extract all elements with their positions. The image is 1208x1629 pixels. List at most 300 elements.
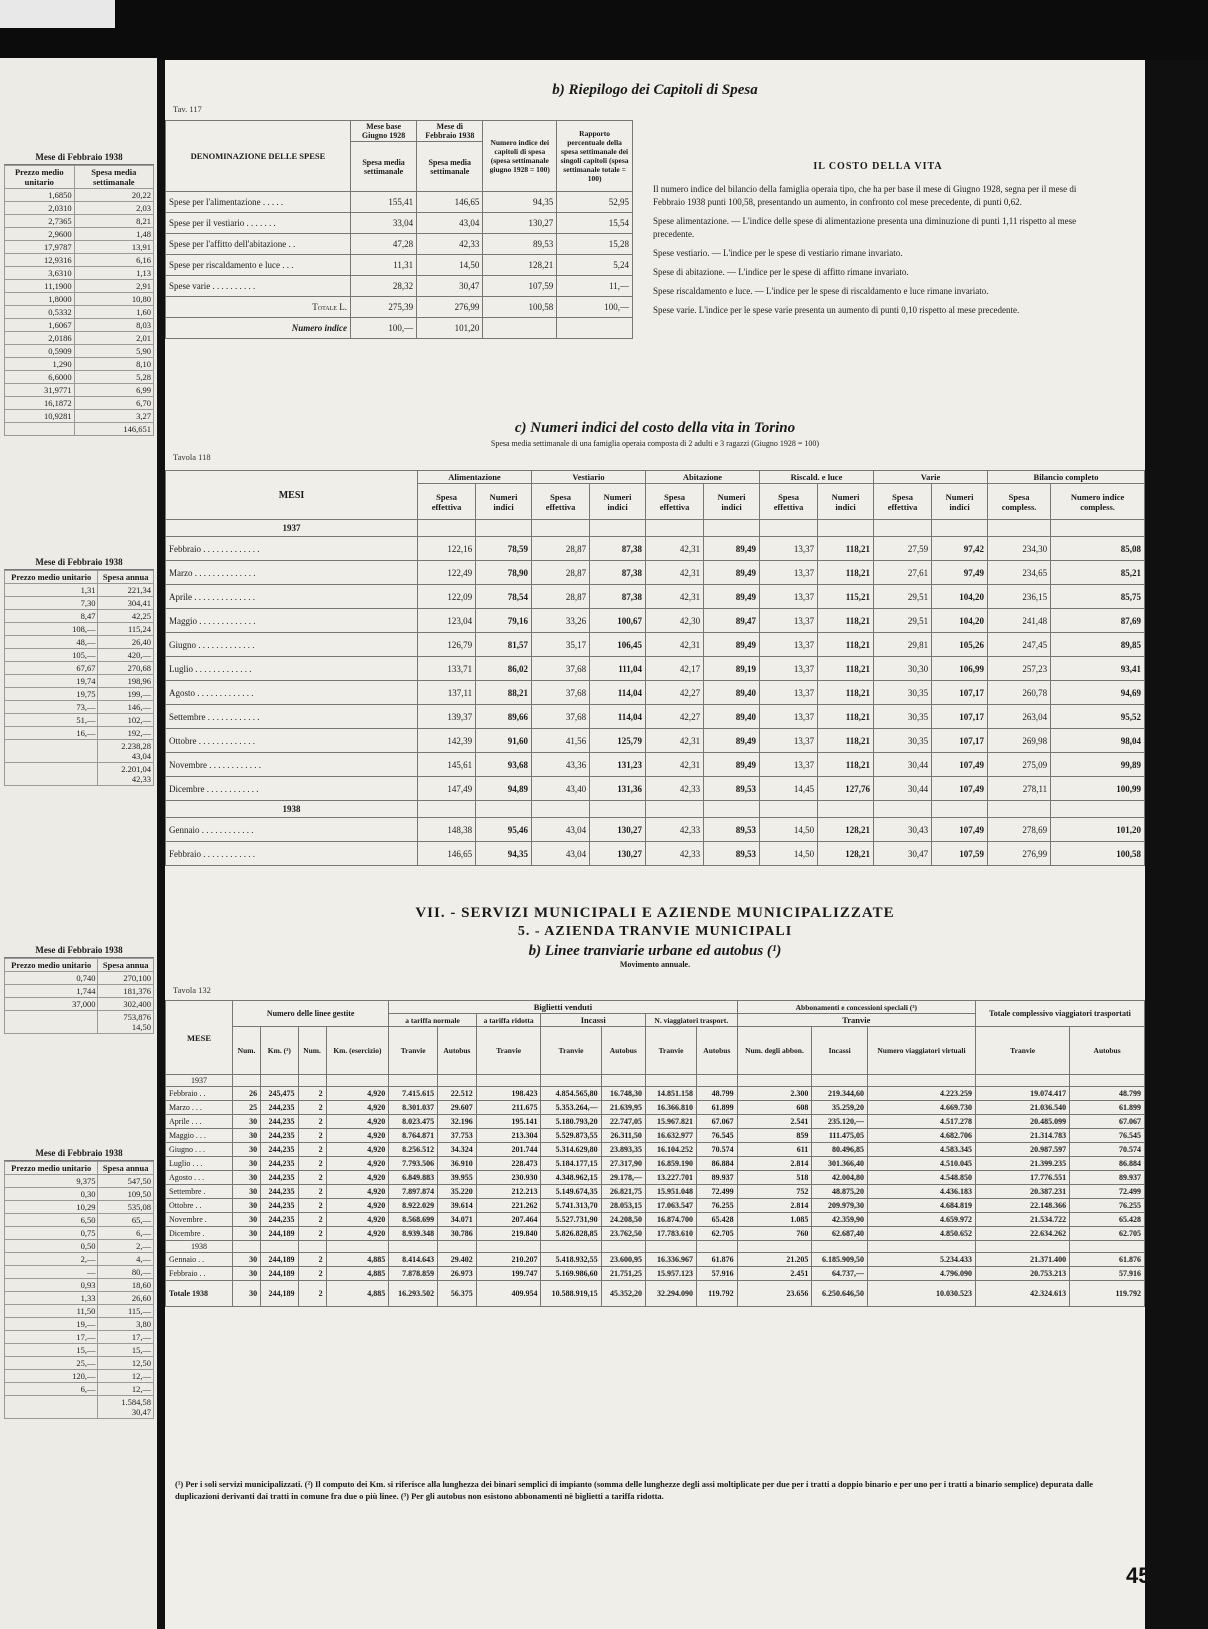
row-value: 25	[233, 1101, 261, 1115]
fragment-cell: 0,75	[5, 1227, 98, 1240]
row-value: 30	[233, 1213, 261, 1227]
row-value: 42,17	[646, 657, 704, 681]
row-value: 41,56	[532, 729, 590, 753]
sub-spesa-compl: Spesa compless.	[988, 484, 1051, 520]
row-value: 130,27	[590, 842, 646, 866]
fragment-cell: 0,30	[5, 1188, 98, 1201]
fragment-cell	[5, 1396, 98, 1419]
row-value: 20.485.099	[976, 1115, 1070, 1129]
row-value: 23.762,50	[601, 1227, 645, 1241]
sub-indici: Numeri indici	[818, 484, 874, 520]
row-value: 88,21	[476, 681, 532, 705]
empty-cell	[818, 520, 874, 537]
table-row	[166, 753, 1145, 777]
table-row	[5, 701, 154, 714]
row-value: 21.399.235	[976, 1157, 1070, 1171]
empty-cell	[418, 801, 476, 818]
row-value: 15,54	[557, 213, 633, 234]
table-row	[5, 332, 154, 345]
row-value: 276,99	[988, 842, 1051, 866]
row-value: 30	[233, 1267, 261, 1281]
table-row	[5, 1240, 154, 1253]
sub-indici: Numeri indici	[932, 484, 988, 520]
row-value: 48.875,20	[812, 1185, 868, 1199]
row-value: 95,52	[1051, 705, 1145, 729]
fragment-cell: 11,50	[5, 1305, 98, 1318]
row-value: 105,26	[932, 633, 988, 657]
empty-cell	[326, 1075, 389, 1087]
empty-cell	[590, 801, 646, 818]
row-label: Spese varie . . . . . . . . . .	[166, 276, 351, 297]
sub-indice-compl: Numero indice compless.	[1051, 484, 1145, 520]
fragment-cell: 17,—	[98, 1331, 154, 1344]
row-value: 133,71	[418, 657, 476, 681]
month-label: Dicembre .	[166, 1227, 233, 1241]
table-row	[5, 293, 154, 306]
total-value: 32.294.090	[645, 1281, 696, 1307]
fragment-cell	[5, 1011, 98, 1034]
fragment-cell: 2,—	[5, 1253, 98, 1266]
table-row	[166, 1129, 1145, 1143]
fragment-cell: 270,68	[98, 662, 154, 675]
row-value: 67.067	[697, 1115, 738, 1129]
table-row	[5, 1175, 154, 1188]
totale-value: 276,99	[417, 297, 483, 318]
row-label: Spese per l'affitto dell'abitazione . .	[166, 234, 351, 255]
month-label: Gennaio . . . . . . . . . . . .	[166, 818, 418, 842]
table-row	[5, 688, 154, 701]
fragment-sub-b: 30,47	[131, 1407, 151, 1417]
col-num: Num.	[233, 1027, 261, 1075]
table-row	[166, 192, 633, 213]
col-incassi: Incassi	[541, 1014, 645, 1027]
row-value: 29,51	[874, 609, 932, 633]
row-value: 260,78	[988, 681, 1051, 705]
row-value: 5.826.828,85	[541, 1227, 601, 1241]
row-value: 89,49	[704, 561, 760, 585]
empty-cell	[932, 801, 988, 818]
col-mesi: MESI	[166, 471, 418, 520]
row-value: 62.705	[697, 1227, 738, 1241]
row-value: 89,49	[704, 753, 760, 777]
row-value: 62.687,40	[812, 1227, 868, 1241]
empty-cell	[532, 520, 590, 537]
row-value: 2	[298, 1157, 326, 1171]
fragment-sub	[98, 1011, 154, 1034]
fragment-cell: 6,6000	[5, 371, 75, 384]
table-row	[166, 213, 633, 234]
month-label: Giugno . . . . . . . . . . . . .	[166, 633, 418, 657]
row-value: 43,04	[417, 213, 483, 234]
row-value: 64.737,—	[812, 1267, 868, 1281]
row-value: 21.751,25	[601, 1267, 645, 1281]
row-value: 2	[298, 1199, 326, 1213]
empty-cell	[760, 520, 818, 537]
fragment-cell: 18,60	[98, 1279, 154, 1292]
empty-cell	[867, 1241, 975, 1253]
row-value: 100,67	[590, 609, 646, 633]
row-value: 130,27	[483, 213, 557, 234]
row-value: 42,31	[646, 585, 704, 609]
fragment-cell: 0,5909	[5, 345, 75, 358]
table-row	[166, 276, 633, 297]
row-value: 89,85	[1051, 633, 1145, 657]
col-totale: Totale complessivo viaggiatori trasportati	[976, 1001, 1145, 1027]
row-value: 19.074.417	[976, 1087, 1070, 1101]
group-bilancio: Bilancio completo	[988, 471, 1145, 484]
table-row	[166, 1101, 1145, 1115]
row-value: 89,40	[704, 681, 760, 705]
row-value: 118,21	[818, 729, 874, 753]
row-value: 42,33	[417, 234, 483, 255]
row-value: 5.169.986,60	[541, 1267, 601, 1281]
total-value: 119.792	[1070, 1281, 1145, 1307]
row-value: 27,59	[874, 537, 932, 561]
total-value: 30	[233, 1281, 261, 1307]
row-value: 42,30	[646, 609, 704, 633]
row-value: 118,21	[818, 609, 874, 633]
row-value: 219.840	[476, 1227, 541, 1241]
fragment-cell: 67,67	[5, 662, 98, 675]
row-value: 47,28	[350, 234, 416, 255]
row-value: 76.255	[697, 1199, 738, 1213]
row-value: 79,16	[476, 609, 532, 633]
fragment-cell: 6,—	[98, 1227, 154, 1240]
left-fragment-3	[4, 1146, 154, 1419]
row-value: 30,47	[874, 842, 932, 866]
row-value: 244,235	[261, 1213, 298, 1227]
row-value: 221.262	[476, 1199, 541, 1213]
row-value: 30	[233, 1129, 261, 1143]
row-value: 42,31	[646, 633, 704, 657]
row-value: 760	[737, 1227, 812, 1241]
fragment-cell: 9,375	[5, 1175, 98, 1188]
fragment-cell: 8,21	[74, 215, 153, 228]
fragment-sub-row	[5, 1011, 154, 1034]
main-page	[165, 60, 1145, 1629]
empty-cell	[532, 801, 590, 818]
row-value: 146,65	[417, 192, 483, 213]
row-value: 13,37	[760, 561, 818, 585]
sub-spesa: Spesa effettiva	[532, 484, 590, 520]
tranvie-table	[165, 1000, 1145, 1307]
row-value: 30	[233, 1143, 261, 1157]
row-value: 30	[233, 1171, 261, 1185]
row-value: 89,53	[704, 777, 760, 801]
row-value: 301.366,40	[812, 1157, 868, 1171]
total-label: Totale 1938	[166, 1281, 233, 1307]
row-value: 8.764.871	[389, 1129, 438, 1143]
row-value: 4,920	[326, 1199, 389, 1213]
row-value: 30	[233, 1227, 261, 1241]
total-value: 16.293.502	[389, 1281, 438, 1307]
row-value: 15.957.123	[645, 1267, 696, 1281]
row-value: 33,04	[350, 213, 416, 234]
row-value: 137,11	[418, 681, 476, 705]
row-value: 4.684.819	[867, 1199, 975, 1213]
row-value: 228.473	[476, 1157, 541, 1171]
row-value: 30,35	[874, 681, 932, 705]
numero-indice-row	[166, 318, 633, 339]
row-value: 244,235	[261, 1157, 298, 1171]
row-value: 2	[298, 1087, 326, 1101]
empty-cell	[1051, 520, 1145, 537]
total-value: 409.954	[476, 1281, 541, 1307]
fragment-cell: 192,—	[98, 727, 154, 740]
row-value: 78,54	[476, 585, 532, 609]
year-row	[166, 1075, 1145, 1087]
empty-cell	[261, 1075, 298, 1087]
empty-cell	[298, 1241, 326, 1253]
row-value: 198.423	[476, 1087, 541, 1101]
empty-cell	[1051, 801, 1145, 818]
fragment-cell: 10,9281	[5, 410, 75, 423]
fragment-cell: 1,6067	[5, 319, 75, 332]
table-row	[166, 537, 1145, 561]
col-autobus-5: Autobus	[1070, 1027, 1145, 1075]
row-value: 26.821,75	[601, 1185, 645, 1199]
table-row	[5, 998, 154, 1011]
row-value: 93,41	[1051, 657, 1145, 681]
row-value: 17.776.551	[976, 1171, 1070, 1185]
row-value: 5.529.873,55	[541, 1129, 601, 1143]
numero-indice-value: 100,—	[350, 318, 416, 339]
empty-cell	[818, 801, 874, 818]
fragment-cell: 6,70	[74, 397, 153, 410]
col-viagg-virtuali: Numero viaggiatori virtuali	[867, 1027, 975, 1075]
fragment-cell: 1,8000	[5, 293, 75, 306]
row-value: 2	[298, 1115, 326, 1129]
row-value: 4,920	[326, 1227, 389, 1241]
row-value: 89,53	[704, 818, 760, 842]
table-row	[5, 345, 154, 358]
fragment-cell: 115,24	[98, 623, 154, 636]
fragment-cell: 15,—	[5, 1344, 98, 1357]
row-value: 107,17	[932, 705, 988, 729]
fragment-cell: 12,—	[98, 1383, 154, 1396]
fragment-tot-a: 2.201,04	[121, 764, 151, 774]
row-value: 94,35	[476, 842, 532, 866]
table-row	[166, 1087, 1145, 1101]
row-value: 76.545	[697, 1129, 738, 1143]
row-value: 91,60	[476, 729, 532, 753]
col-tariffa-ridotta: a tariffa ridotta	[476, 1014, 541, 1027]
row-value: 2	[298, 1143, 326, 1157]
col-spesa-media-feb: Spesa media settimanale	[417, 142, 483, 192]
tav-118: Tavola 118	[173, 452, 211, 462]
fragment-cell: 4,—	[98, 1253, 154, 1266]
row-value: 89,66	[476, 705, 532, 729]
table-row	[166, 818, 1145, 842]
group-vestiario: Vestiario	[532, 471, 646, 484]
month-label: Febbraio . .	[166, 1087, 233, 1101]
row-label: Spese per riscaldamento e luce . . .	[166, 255, 351, 276]
row-value: 76.545	[1070, 1129, 1145, 1143]
table-row	[5, 384, 154, 397]
fragment-cell: 109,50	[98, 1188, 154, 1201]
row-value: 107,17	[932, 681, 988, 705]
row-value: 78,90	[476, 561, 532, 585]
row-value: 16.336.967	[645, 1253, 696, 1267]
row-value: 244,235	[261, 1101, 298, 1115]
table-row	[166, 234, 633, 255]
empty-cell	[541, 1075, 601, 1087]
row-value: 8.568.699	[389, 1213, 438, 1227]
row-value: 57.916	[1070, 1267, 1145, 1281]
col-mese: MESE	[166, 1001, 233, 1075]
month-label: Agosto . . .	[166, 1171, 233, 1185]
row-value: 608	[737, 1101, 812, 1115]
month-label: Febbraio . .	[166, 1267, 233, 1281]
fragment-cell: 12,50	[98, 1357, 154, 1370]
sub-spesa: Spesa effettiva	[418, 484, 476, 520]
row-value: 43,36	[532, 753, 590, 777]
costo-paragraph: Spese alimentazione. — L'indice delle spese di alimentazione presenta una diminuzione di punti 1,11 rispetto al mese precedente.	[653, 216, 1077, 239]
row-value: 128,21	[818, 818, 874, 842]
row-value: 43,04	[532, 818, 590, 842]
col-rapporto: Rapporto percentuale della spesa settimanale dei singoli capitoli (spesa settimanale totale = 100)	[557, 121, 633, 192]
year-row	[166, 1241, 1145, 1253]
empty-cell	[438, 1075, 477, 1087]
row-value: 235.120,—	[812, 1115, 868, 1129]
fragment-cell: 2,0186	[5, 332, 75, 345]
row-value: 80.496,85	[812, 1143, 868, 1157]
total-value: 4,885	[326, 1281, 389, 1307]
row-value: 4.796.090	[867, 1267, 975, 1281]
row-value: 4,920	[326, 1143, 389, 1157]
month-label: Marzo . . .	[166, 1101, 233, 1115]
left-page-fragment	[0, 58, 157, 1629]
row-value: 14,50	[417, 255, 483, 276]
col-denominazione: DENOMINAZIONE DELLE SPESE	[166, 121, 351, 192]
row-value: 97,42	[932, 537, 988, 561]
col-incassi-abbon: Incassi	[812, 1027, 868, 1075]
row-value: 4,920	[326, 1115, 389, 1129]
col-numero-indice: Numero indice dei capitoli di spesa (spesa settimanale giugno 1928 = 100)	[483, 121, 557, 192]
fragment-cell: 25,—	[5, 1357, 98, 1370]
table-row	[5, 623, 154, 636]
costo-paragraph: Spese di abitazione. — L'indice per le spese di affitto rimane invariato.	[653, 267, 909, 277]
row-value: 33,26	[532, 609, 590, 633]
table-row	[5, 189, 154, 202]
month-label: Dicembre . . . . . . . . . . . .	[166, 777, 418, 801]
row-value: 244,235	[261, 1185, 298, 1199]
row-value: 4.510.045	[867, 1157, 975, 1171]
total-value: 10.588.919,15	[541, 1281, 601, 1307]
row-value: 89,49	[704, 585, 760, 609]
fragment-cell: 0,93	[5, 1279, 98, 1292]
empty-cell	[476, 1241, 541, 1253]
numeri-indici-title: c) Numeri indici del costo della vita in Torino	[514, 420, 796, 436]
table-row	[5, 1188, 154, 1201]
tav-117: Tav. 117	[173, 104, 202, 114]
row-value: 101,20	[1051, 818, 1145, 842]
row-value: 4,920	[326, 1185, 389, 1199]
total-value: 10.030.523	[867, 1281, 975, 1307]
row-value: 36.910	[438, 1157, 477, 1171]
table-row	[5, 215, 154, 228]
row-value: 11,—	[557, 276, 633, 297]
empty-cell	[261, 1241, 298, 1253]
row-value: 212.213	[476, 1185, 541, 1199]
row-value: 2	[298, 1185, 326, 1199]
empty-cell	[557, 318, 633, 339]
year-label: 1937	[166, 520, 418, 537]
row-value: 39.614	[438, 1199, 477, 1213]
totale-row	[166, 297, 633, 318]
empty-cell	[737, 1241, 812, 1253]
row-value: 42.004,80	[812, 1171, 868, 1185]
row-value: 122,16	[418, 537, 476, 561]
row-value: 257,23	[988, 657, 1051, 681]
group-varie: Varie	[874, 471, 988, 484]
row-value: 37.753	[438, 1129, 477, 1143]
empty-cell	[812, 1241, 868, 1253]
row-value: 199.747	[476, 1267, 541, 1281]
row-value: 89.937	[1070, 1171, 1145, 1185]
row-value: 42,27	[646, 705, 704, 729]
fragment-sub-a: 753,876	[123, 1012, 151, 1022]
row-value: 27,61	[874, 561, 932, 585]
row-value: 1.085	[737, 1213, 812, 1227]
fragment-cell: 3,80	[98, 1318, 154, 1331]
row-value: 42,31	[646, 537, 704, 561]
table-row	[166, 705, 1145, 729]
fragment-cell: 1,290	[5, 358, 75, 371]
table-row	[5, 1227, 154, 1240]
fragment-cell	[5, 763, 98, 786]
row-value: 13,37	[760, 657, 818, 681]
row-value: 43,04	[532, 842, 590, 866]
fragment-tot-row	[5, 763, 154, 786]
row-value: 111.475,05	[812, 1129, 868, 1143]
fragment-cell: 19,75	[5, 688, 98, 701]
riepilogo-table	[165, 120, 633, 339]
table-row	[5, 1383, 154, 1396]
table-row	[5, 675, 154, 688]
row-value: 87,38	[590, 585, 646, 609]
row-value: 4.348.962,15	[541, 1171, 601, 1185]
row-value: 39.955	[438, 1171, 477, 1185]
row-value: 127,76	[818, 777, 874, 801]
row-value: 28,87	[532, 585, 590, 609]
col-autobus-4: Autobus	[697, 1027, 738, 1075]
row-value: 28,32	[350, 276, 416, 297]
fragment-col1: Prezzo medio unitario	[5, 166, 75, 189]
total-value: 42.324.613	[976, 1281, 1070, 1307]
fragment-cell: 3,27	[74, 410, 153, 423]
fragment-cell: 102,—	[98, 714, 154, 727]
col-tariffa-normale: a tariffa normale	[389, 1014, 477, 1027]
col-tranvie-5: Tranvie	[976, 1027, 1070, 1075]
fragment-cell: 105,—	[5, 649, 98, 662]
sub-indici: Numeri indici	[476, 484, 532, 520]
year-label: 1938	[166, 1241, 233, 1253]
row-value: 2	[298, 1253, 326, 1267]
row-value: 29.607	[438, 1101, 477, 1115]
row-value: 5.527.731,90	[541, 1213, 601, 1227]
fragment-sub	[98, 1396, 154, 1419]
row-value: 94,89	[476, 777, 532, 801]
row-value: 244,235	[261, 1199, 298, 1213]
row-value: 23.600,95	[601, 1253, 645, 1267]
row-value: 106,45	[590, 633, 646, 657]
row-value: 118,21	[818, 705, 874, 729]
row-value: 213.304	[476, 1129, 541, 1143]
table-row	[5, 1253, 154, 1266]
row-value: 24.208,50	[601, 1213, 645, 1227]
table-row	[5, 254, 154, 267]
